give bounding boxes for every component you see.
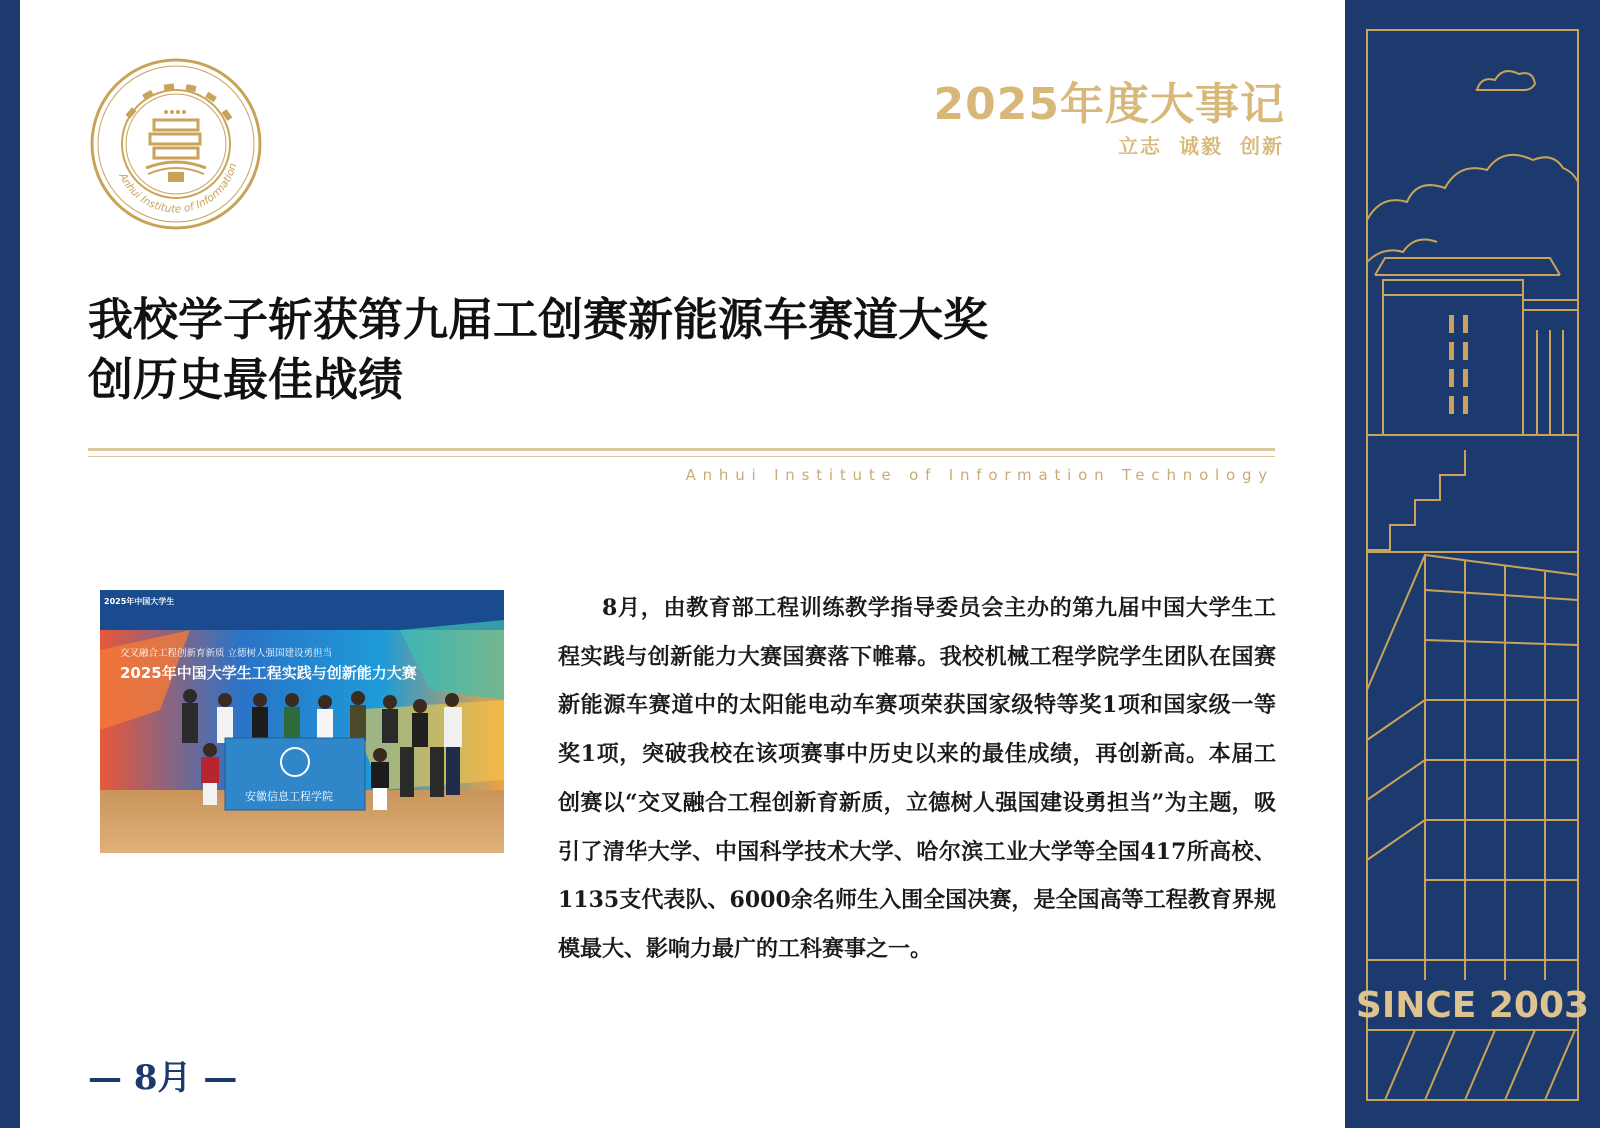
side-panel bbox=[1345, 0, 1600, 1128]
photo-banner-label: 2025年中国大学生 bbox=[104, 597, 175, 606]
headline-line-2: 创历史最佳战绩 bbox=[88, 353, 404, 406]
month-footer: — 8月 — bbox=[88, 1058, 238, 1098]
article-paragraph: 8月，由教育部工程训练教学指导委员会主办的第九届中国大学生工程实践与创新能力大赛国赛落下帷幕。我校机械工程学院学生团队在国赛新能源车赛道中的太阳能电动车赛项荣获国家级特等奖1项和国家级一等奖1项，突破我校在该项赛事中历史以来的最佳成绩，再创新高。本届工创赛以“交叉融合工程创新育新质，立德树人强国建设勇担当”为主题，吸引了清华大学、中国科学技术大学、哈尔滨工业大学等全国417所高校、1135支代表队、6000余名师生入围全国决赛，是全国高等工程教育界规模最大、影响力最广的工科赛事之一。 bbox=[558, 595, 1276, 962]
left-edge-bar bbox=[0, 0, 20, 1128]
headline-line-1: 我校学子斩获第九届工创赛新能源车赛道大奖 bbox=[88, 293, 989, 346]
photo-flag-text: 安徽信息工程学院 bbox=[245, 790, 333, 803]
headline bbox=[88, 290, 1268, 410]
article-body bbox=[558, 584, 1276, 974]
motto: 立志 诚毅 创新 bbox=[1118, 134, 1284, 158]
school-logo bbox=[88, 56, 264, 232]
divider-thin bbox=[88, 456, 1275, 457]
since-label: SINCE 2003 bbox=[1355, 985, 1590, 1026]
svg-text:Anhui Institute of Information: Anhui Institute of Information bbox=[116, 161, 240, 216]
year-title: 2025年度大事记 bbox=[933, 79, 1285, 130]
side-panel-illustration bbox=[1345, 0, 1600, 1128]
divider-thick bbox=[88, 448, 1275, 451]
photo-banner-title: 2025年中国大学生工程实践与创新能力大赛 bbox=[120, 664, 417, 682]
team-photo bbox=[100, 590, 504, 853]
english-subtitle: Anhui Institute of Information Technology bbox=[685, 466, 1274, 484]
photo-banner-slogan: 交叉融合工程创新育新质 立德树人强国建设勇担当 bbox=[120, 648, 333, 659]
